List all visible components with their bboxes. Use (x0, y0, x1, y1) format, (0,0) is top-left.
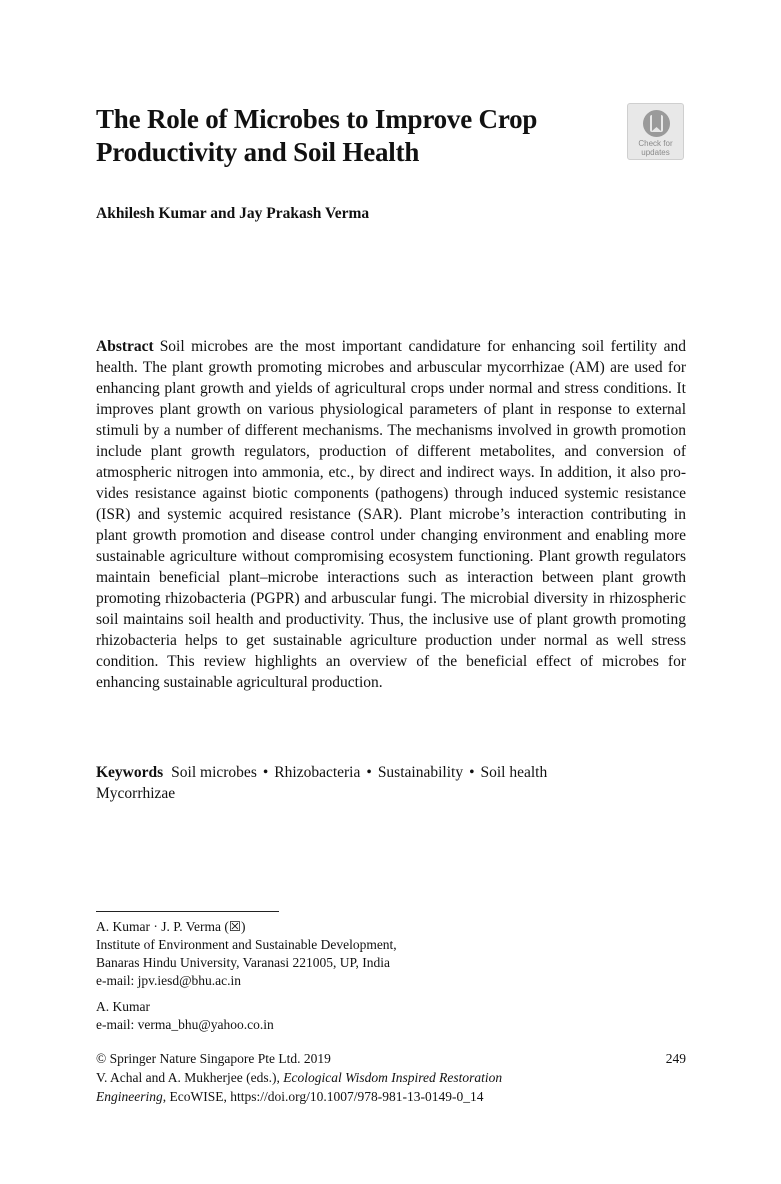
keyword: Rhizobacteria (274, 764, 361, 781)
spacer (96, 990, 596, 998)
affiliation-author-2: A. Kumar (96, 999, 150, 1014)
author-list: Akhilesh Kumar and Jay Prakash Verma (96, 205, 370, 222)
keywords (96, 762, 686, 804)
page-number: 249 (665, 1051, 686, 1066)
check-for-updates-line-1: Check for (638, 139, 673, 148)
keyword: Sustainability (377, 764, 464, 781)
affiliation-authors: A. Kumar · J. P. Verma (☒) (96, 919, 246, 934)
affiliation-institute: Institute of Environment and Sustainable Development, (96, 937, 397, 952)
keyword: Mycorrhizae (96, 785, 176, 802)
keyword: Soil health (480, 764, 548, 781)
keyword-separator: • (366, 764, 372, 781)
citation (96, 1068, 686, 1106)
publication-footer (96, 1049, 686, 1106)
keyword-separator: • (262, 764, 269, 781)
affiliation-address: Banaras Hindu University, Varanasi 221005, UP, India (96, 955, 390, 970)
book-title-part-1: Ecological Wisdom Inspired Restoration (283, 1070, 503, 1085)
abstract-label: Abstract (96, 338, 154, 355)
keyword: Soil microbes (171, 764, 257, 781)
check-for-updates-badge[interactable] (627, 103, 684, 160)
check-for-updates-label (628, 139, 683, 157)
footnote-divider (96, 911, 279, 912)
keyword-separator: • (469, 764, 475, 781)
citation-editors: V. Achal and A. Mukherjee (eds.), (96, 1070, 284, 1085)
abstract-text: Soil microbes are the most important candidature for enhancing soil fertility and health. The plant growth promoting microbes and arbuscular mycorrhizae (AM) are used for enhancing plant growth and yields of agricultural crops under normal and stress conditions. It improves plant growth on various physiological parameters of plant in response to external stimuli by a number of different mechanisms. The mechanisms involved in growth promotion include plant growth regulators, production of different metabolites, and conversion of atmospheric nitrogen into ammonia, etc., by direct and indirect ways. In addition, it also provides resistance against biotic components (pathogens) through induced systemic resistance (ISR) and systemic acquired resistance (SAR). Plant microbe’s interaction contributing in plant growth promotion and disease control under changing environment and enabling more sustainable agriculture without compromising ecosystem functioning. Plant growth regulators maintain beneficial plant–microbe interactions such as interaction between plant growth promoting rhizobacteria (PGPR) and arbuscular fungi. The microbial diversity in rhizospheric soil maintains soil health and productivity. Thus, the inclusive use of plant growth promoting rhizobacteria helps to get sustainable agriculture production under normal as well stress condition. This review highlights an overview of the beneficial effect of microbes for enhancing sustainable agricultural production. (96, 338, 686, 691)
keywords-label: Keywords (96, 764, 164, 781)
author-affiliations (96, 918, 596, 1034)
paper-title (96, 103, 616, 169)
abstract (96, 336, 686, 693)
affiliation-email-link[interactable]: e-mail: jpv.iesd@bhu.ac.in (96, 973, 242, 988)
affiliation-email-link-2[interactable]: e-mail: verma_bhu@yahoo.co.in (96, 1017, 274, 1032)
title-line-2: Productivity and Soil Health (96, 137, 420, 167)
doi-link[interactable]: , EcoWISE, https://doi.org/10.1007/978-981-13-0149-0_14 (162, 1089, 484, 1104)
book-title-part-2: Engineering (96, 1089, 163, 1104)
copyright-notice: © Springer Nature Singapore Pte Ltd. 2019 (96, 1051, 331, 1066)
check-for-updates-line-2: updates (641, 148, 670, 157)
title-line-1: The Role of Microbes to Improve Crop (96, 104, 538, 134)
